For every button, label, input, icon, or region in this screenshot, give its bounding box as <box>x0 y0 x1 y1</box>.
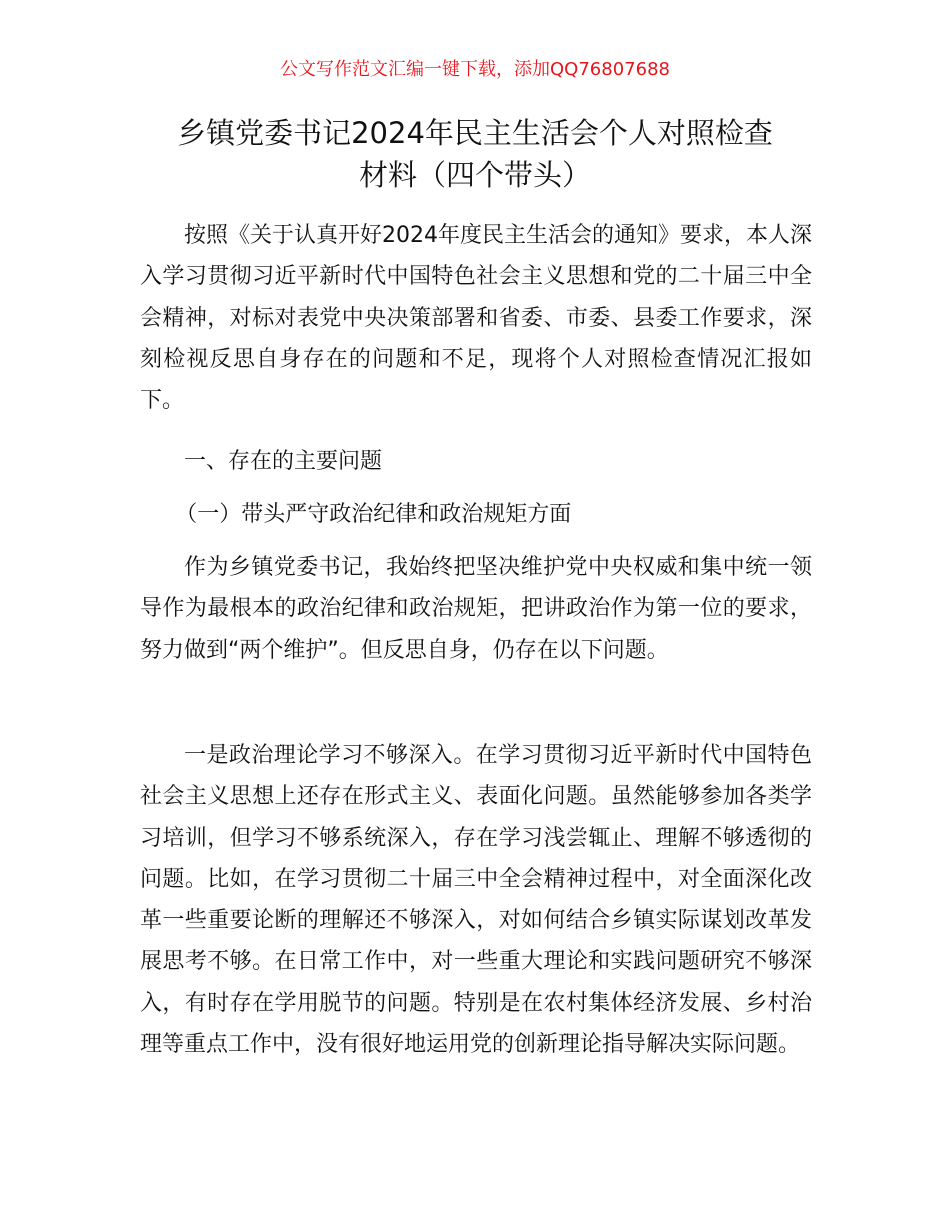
section1-heading-block <box>140 441 812 482</box>
section-heading: 一、存在的主要问题 <box>184 449 383 474</box>
download-banner: 公文写作范文汇编一键下载，添加QQ76807688 <box>280 59 670 80</box>
intro-block <box>140 215 812 421</box>
subsection-heading: （一）带头严守政治纪律和政治规矩方面 <box>175 502 572 527</box>
subsection-paragraph: 作为乡镇党委书记，我始终把坚决维护党中央权威和集中统一领导作为最根本的政治纪律和政治规矩，把讲政治作为第一位的要求，努力做到“两个维护”。但反思自身，仍存在以下问题。 <box>140 555 812 663</box>
title-line-2: 材料（四个带头） <box>358 158 591 192</box>
point-paragraph: 一是政治理论学习不够深入。在学习贯彻习近平新时代中国特色社会主义思想上还存在形式主义、表面化问题。虽然能够参加各类学习培训，但学习不够系统深入，存在学习浅尝辄止、理解不够透彻的问题。比如，在学习贯彻二十届三中全会精神过程中，对全面深化改革一些重要论断的理解还不够深入，对如何结合乡镇实际谋划改革发展思考不够。在日常工作中，对一些重大理论和实践问题研究不够深入，有时存在学用脱节的问题。特别是在农村集体经济发展、乡村治理等重点工作中，没有很好地运用党的创新理论指导解决实际问题。 <box>140 743 812 1058</box>
subsection1-block <box>140 547 812 671</box>
document-title <box>130 112 820 196</box>
point1-block <box>140 735 812 1065</box>
title-line-1: 乡镇党委书记2024年民主生活会个人对照检查 <box>177 116 773 150</box>
subsection1-heading-block <box>140 494 812 535</box>
intro-paragraph: 按照《关于认真开好2024年度民主生活会的通知》要求，本人深入学习贯彻习近平新时代中国特色社会主义思想和党的二十届三中全会精神，对标对表党中央决策部署和省委、市委、县委工作要求，深刻检视反思自身存在的问题和不足，现将个人对照检查情况汇报如下。 <box>140 223 812 414</box>
